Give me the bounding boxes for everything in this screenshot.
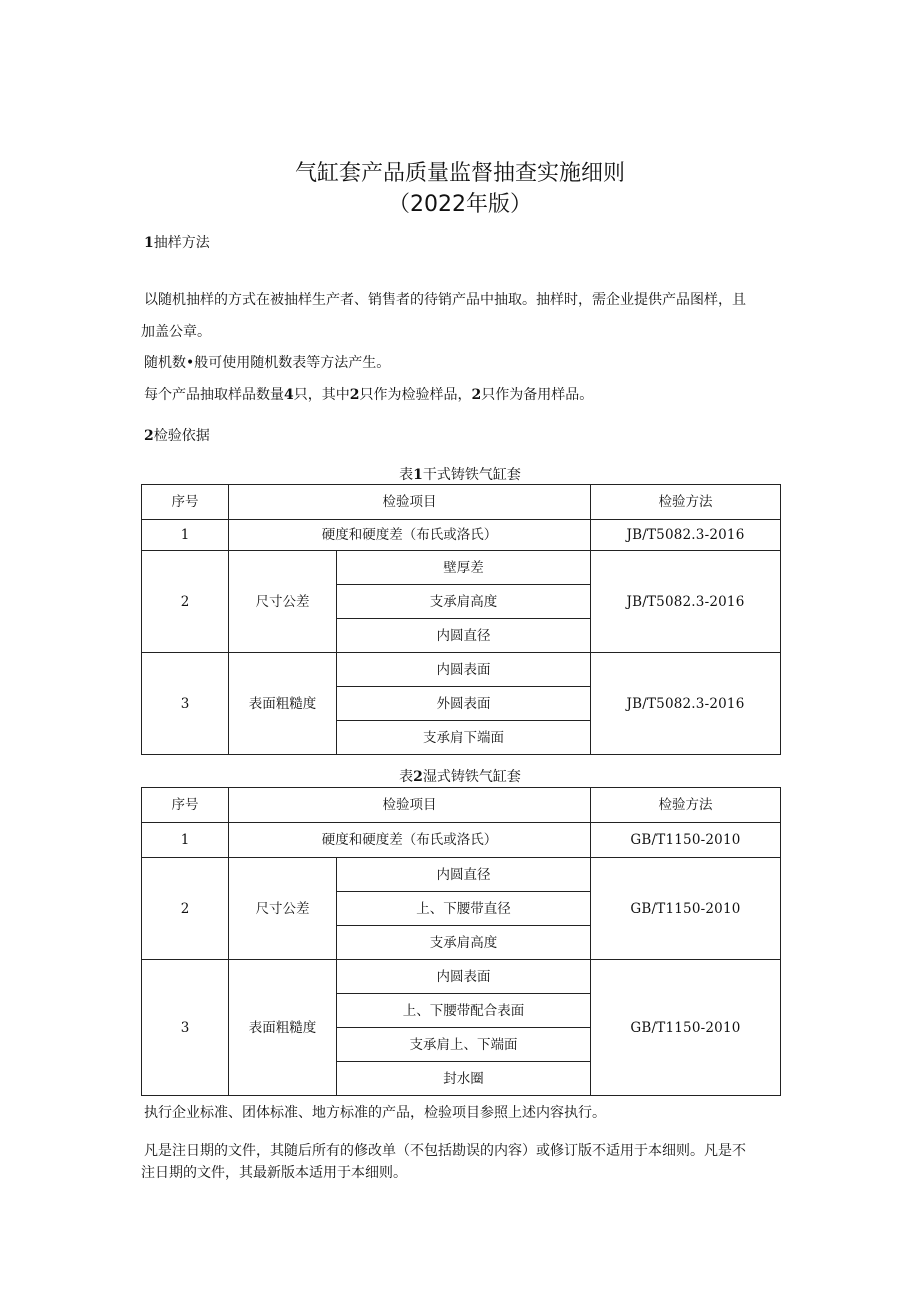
- row-item: 表面粗糙度: [229, 960, 337, 1096]
- table1-caption-pre: 表: [399, 467, 414, 483]
- row-subitem: 外圆表面: [337, 687, 591, 721]
- table2: [141, 787, 781, 1096]
- table2-header-row: [142, 788, 781, 823]
- p3-text-b: 只，其中: [293, 387, 350, 403]
- row-subitem: 内圆表面: [337, 960, 591, 994]
- p3-num-1: 4: [284, 387, 294, 403]
- footer-p2-line1: 凡是注日期的文件，其随后所有的修改单（不包括勘误的内容）或修订版不适用于本细则。凡是不: [144, 1143, 746, 1159]
- section1-number: 1: [144, 235, 154, 251]
- row-item: 尺寸公差: [229, 551, 337, 653]
- section2-number: 2: [144, 428, 154, 444]
- row-subitem: 支承肩高度: [337, 926, 591, 960]
- table-row: [142, 653, 781, 687]
- table1: [141, 484, 781, 755]
- section1-paragraph-2: 随机数•般可使用随机数表等方法产生。: [144, 355, 391, 371]
- row-number: 1: [142, 823, 229, 858]
- footer-paragraph-2: [141, 1140, 812, 1184]
- section2-heading: [144, 426, 210, 446]
- row-subitem: 内圆直径: [337, 619, 591, 653]
- table1-caption-num: 1: [413, 467, 423, 483]
- table1-header-row: [142, 485, 781, 520]
- row-subitem: 支承肩上、下端面: [337, 1028, 591, 1062]
- section1-p1-line2: 加盖公章。: [141, 324, 211, 340]
- row-subitem: 支承肩下端面: [337, 721, 591, 755]
- footer-p2-line2: 注日期的文件，其最新版本适用于本细则。: [141, 1165, 407, 1181]
- row-subitem: 内圆直径: [337, 858, 591, 892]
- row-number: 3: [142, 653, 229, 755]
- row-subitem: 支承肩高度: [337, 585, 591, 619]
- row-number: 3: [142, 960, 229, 1096]
- table2-header-no: 序号: [142, 788, 229, 823]
- row-item: 硬度和硬度差（布氏或洛氏）: [229, 823, 591, 858]
- row-method: JB/T5082.3-2016: [591, 551, 781, 653]
- row-number: 2: [142, 858, 229, 960]
- table1-caption: [0, 464, 920, 484]
- table2-caption-pre: 表: [399, 769, 414, 785]
- section1-heading: [144, 233, 210, 253]
- row-method: JB/T5082.3-2016: [591, 653, 781, 755]
- row-item: 硬度和硬度差（布氏或洛氏）: [229, 520, 591, 551]
- row-item: 尺寸公差: [229, 858, 337, 960]
- row-method: GB/T1150-2010: [591, 960, 781, 1096]
- table2-header-method: 检验方法: [591, 788, 781, 823]
- document-title: 气缸套产品质量监督抽查实施细则: [294, 161, 625, 186]
- p3-text-c: 只作为检验样品，: [359, 387, 472, 403]
- row-number: 2: [142, 551, 229, 653]
- table-row: [142, 823, 781, 858]
- p3-num-2: 2: [349, 387, 360, 403]
- row-method: GB/T1150-2010: [591, 823, 781, 858]
- table-row: [142, 858, 781, 892]
- section1-paragraph-1: [141, 284, 812, 348]
- row-subitem: 上、下腰带直径: [337, 892, 591, 926]
- table2-header-item: 检验项目: [229, 788, 591, 823]
- row-method: JB/T5082.3-2016: [591, 520, 781, 551]
- section2-heading-text: 检验依据: [153, 428, 210, 444]
- table2-caption-text: 湿式铸铁气缸套: [422, 769, 521, 785]
- section1-paragraph-3: [144, 385, 784, 405]
- table1-header-method: 检验方法: [591, 485, 781, 520]
- table1-header-item: 检验项目: [229, 485, 591, 520]
- table-row: [142, 551, 781, 585]
- document-subtitle: （2022年版）: [388, 192, 532, 217]
- row-number: 1: [142, 520, 229, 551]
- row-subitem: 上、下腰带配合表面: [337, 994, 591, 1028]
- row-method: GB/T1150-2010: [591, 858, 781, 960]
- row-subitem: 封水圈: [337, 1062, 591, 1096]
- table2-caption-num: 2: [413, 769, 423, 785]
- table-row: [142, 960, 781, 994]
- section1-heading-text: 抽样方法: [153, 235, 210, 251]
- row-subitem: 壁厚差: [337, 551, 591, 585]
- section1-p1-line1: 以随机抽样的方式在被抽样生产者、销售者的待销产品中抽取。抽样时，需企业提供产品图样，且: [144, 292, 746, 308]
- row-item: 表面粗糙度: [229, 653, 337, 755]
- table2-caption: [0, 766, 920, 786]
- table1-header-no: 序号: [142, 485, 229, 520]
- p3-text-d: 只作为备用样品。: [481, 387, 594, 403]
- p3-num-3: 2: [471, 387, 482, 403]
- table1-caption-text: 干式铸铁气缸套: [422, 467, 521, 483]
- table-row: [142, 520, 781, 551]
- footer-paragraph-1: 执行企业标准、团体标准、地方标准的产品，检验项目参照上述内容执行。: [144, 1105, 606, 1121]
- p3-text-a: 每个产品抽取样品数量: [144, 387, 284, 403]
- row-subitem: 内圆表面: [337, 653, 591, 687]
